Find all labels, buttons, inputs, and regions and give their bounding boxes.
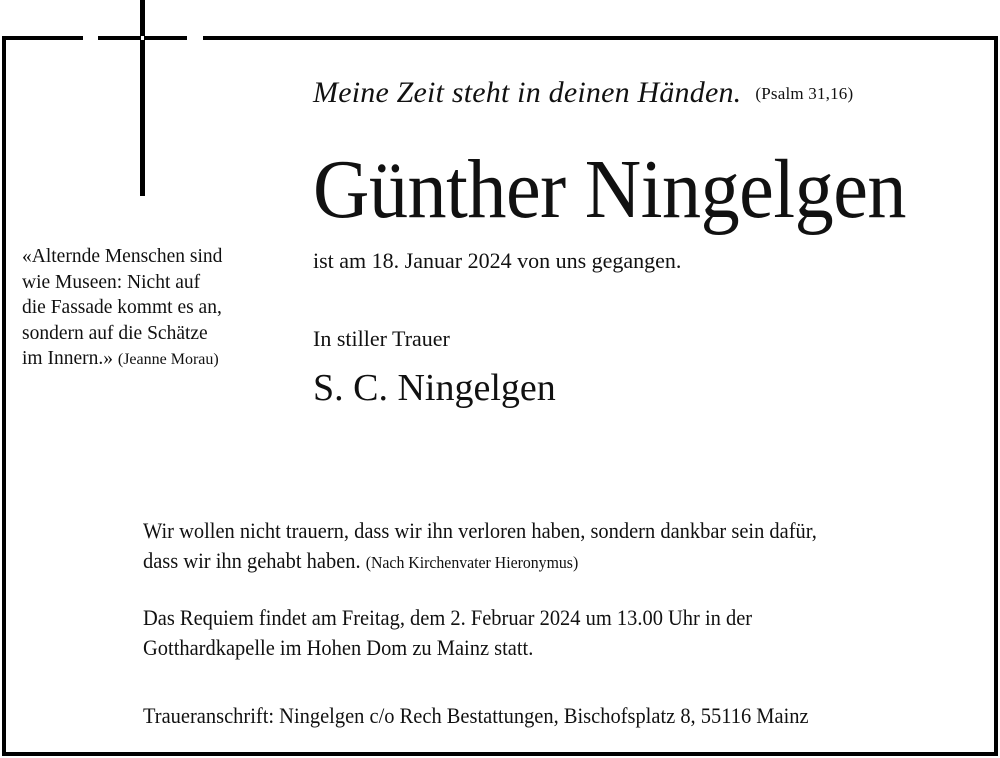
side-quote-line: wie Museen: Nicht auf <box>22 271 201 293</box>
side-quote <box>22 244 222 373</box>
frame-top-left-segment <box>2 36 83 40</box>
frame-top-right-segment <box>203 36 998 40</box>
side-quote-line: sondern auf die Schätze <box>22 322 208 344</box>
frame-bottom-edge <box>2 752 998 756</box>
side-quote-author: (Jeanne Morau) <box>117 351 219 368</box>
side-quote-last-line <box>22 346 222 373</box>
quote-line: Wir wollen nicht trauern, dass wir ihn verloren haben, sondern dankbar sein dafür, <box>143 518 817 543</box>
mourning-address <box>143 701 809 731</box>
requiem-line: Das Requiem findet am Freitag, dem 2. Februar 2024 um 13.00 Uhr in der <box>143 605 753 630</box>
death-notice: ist am 18. Januar 2024 von uns gegangen. <box>313 248 682 273</box>
side-quote-line: die Fassade kommt es an, <box>22 297 222 318</box>
deceased-name: Günther Ningelgen <box>313 143 907 236</box>
quote-last-line <box>143 546 817 578</box>
motto-text: Meine Zeit steht in deinen Händen. <box>313 76 742 109</box>
address-text: Traueranschrift: Ningelgen c/o Rech Bestattungen, Bischofsplatz 8, 55116 Mainz <box>143 703 809 728</box>
side-quote-line: «Alternde Menschen sind <box>22 246 223 267</box>
frame-right-edge <box>994 36 998 756</box>
mourner-name: S. C. Ningelgen <box>313 367 556 409</box>
quote-line: dass wir ihn gehabt haben. <box>143 548 361 573</box>
requiem-line: Gotthardkapelle im Hohen Dom zu Mainz statt. <box>143 635 534 660</box>
side-quote-line: im Innern.» <box>22 348 113 369</box>
motto-reference: (Psalm 31,16) <box>755 84 854 103</box>
hieronymus-quote <box>143 516 817 578</box>
mourning-label: In stiller Trauer <box>313 326 450 351</box>
cross-vertical-bar <box>140 0 145 196</box>
requiem-info <box>143 603 752 663</box>
quote-attribution: (Nach Kirchenvater Hieronymus) <box>365 553 579 572</box>
cross-center-dot <box>141 36 144 40</box>
bible-motto <box>313 76 853 110</box>
frame-left-edge <box>2 36 6 756</box>
